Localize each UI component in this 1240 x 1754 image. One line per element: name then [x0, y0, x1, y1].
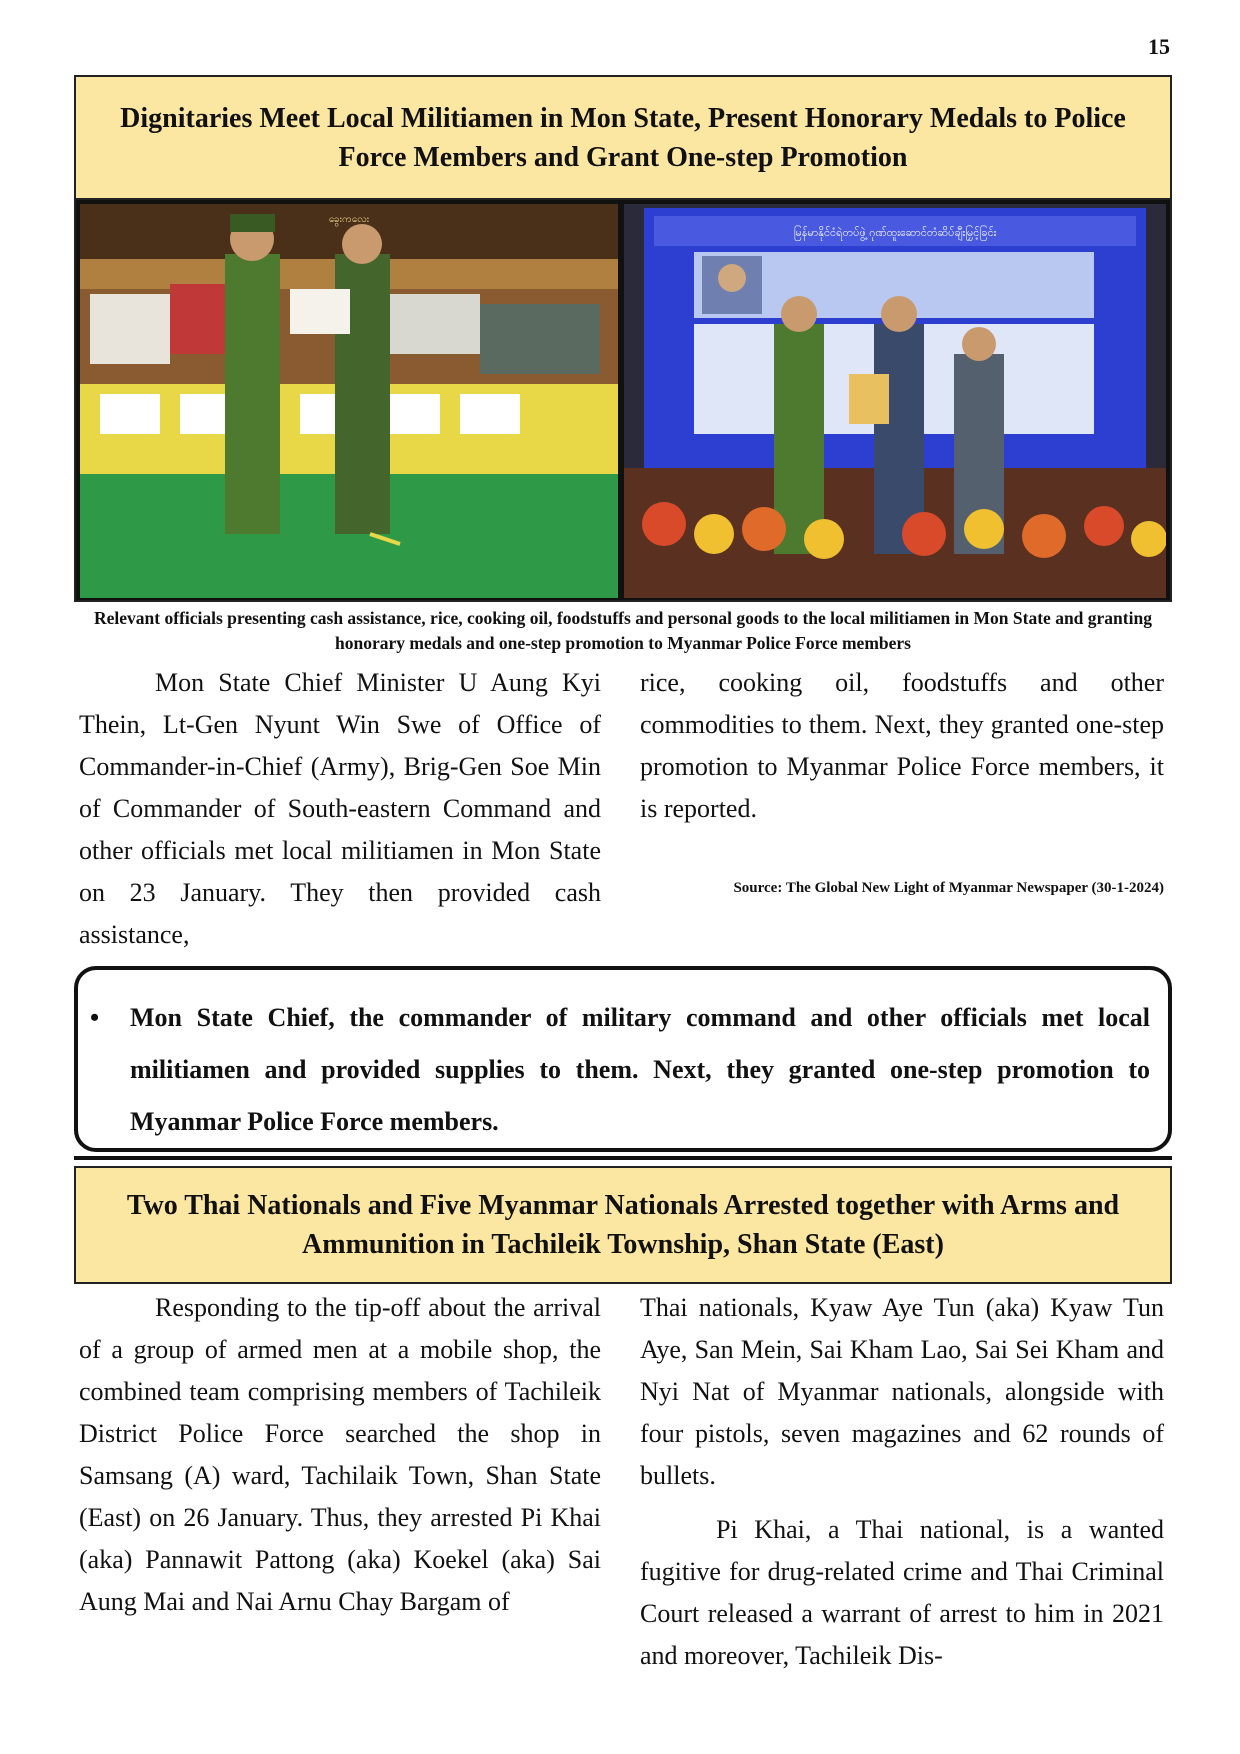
photo-caption: Relevant officials presenting cash assistance, rice, cooking oil, foodstuffs and personal goods to the local militiamen in Mon State and granting honorary medals and one-step promotion to Myanmar Police Force members — [94, 608, 1152, 653]
photo-police-promotion — [624, 204, 1166, 598]
summary-bullet: • Mon State Chief, the commander of military command and other officials met local militiamen and provided supplies to them. Next, they granted one-step promotion to Myanmar Police Force members. — [130, 992, 1150, 1148]
article2-column1 — [79, 1287, 601, 1623]
svg-text:မြန်မာနိုင်ငံရဲတပ်ဖွဲ့ ဂုဏ်ထူး: မြန်မာနိုင်ငံရဲတပ်ဖွဲ့ ဂုဏ်ထူးဆောင်တံဆိပ်ချီးမြှင့်ခြင်း — [793, 226, 997, 239]
photo-police-promotion-image — [624, 204, 1166, 598]
article2-column2 — [640, 1287, 1164, 1677]
photo-cash-assistance-image — [80, 204, 618, 598]
page-number: 15 — [1148, 34, 1170, 59]
article1-column1 — [79, 662, 601, 956]
article2-paragraph-continued: Thai nationals, Kyaw Aye Tun (aka) Kyaw Tun Aye, San Mein, Sai Kham Lao, Sai Sei Kham and Nyi Nat of Myanmar nationals, alongside with four pistols, seven magazines and 62 rounds of bullets. — [640, 1293, 1164, 1490]
article-headline-2: Two Thai Nationals and Five Myanmar Nationals Arrested together with Arms and Ammunition in Tachileik Township, Shan State (East) — [74, 1166, 1172, 1284]
article-headline: Dignitaries Meet Local Militiamen in Mon State, Present Honorary Medals to Police Force Members and Grant One-step Promotion — [74, 75, 1172, 198]
source-credit: Source: The Global New Light of Myanmar Newspaper (30-1-2024) — [733, 880, 1164, 896]
photo-cash-assistance — [80, 204, 618, 598]
summary-list — [130, 992, 1150, 1148]
summary-box — [74, 966, 1172, 1152]
article1-paragraph: Mon State Chief Minister U Aung Kyi Thein, Lt-Gen Nyunt Win Swe of Office of Commander-in-Chief (Army), Brig-Gen Soe Min of Commander of South-eastern Command and other officials met local militiamen in Mon State on 23 January. They then provided cash assistance, — [79, 668, 601, 949]
article1-paragraph-continued: rice, cooking oil, foodstuffs and other commodities to them. Next, they granted one-step promotion to Myanmar Police Force members, it is reported. — [640, 668, 1164, 823]
article2-paragraph-2: Pi Khai, a Thai national, is a wanted fugitive for drug-related crime and Thai Criminal Court released a warrant of arrest to him in 2021 and moreover, Tachileik Dis- — [640, 1515, 1164, 1670]
section-divider — [74, 1156, 1172, 1160]
photo-strip — [74, 198, 1172, 602]
svg-text:ခွေးကလေး: ခွေးကလေး — [328, 214, 370, 225]
article1-column2 — [640, 662, 1164, 830]
article2-paragraph: Responding to the tip-off about the arrival of a group of armed men at a mobile shop, the combined team comprising members of Tachileik District Police Force searched the shop in Samsang (A) ward, Tachilaik Town, Shan State (East) on 26 January. Thus, they arrested Pi Khai (aka) Pannawit Pattong (aka) Koekel (aka) Sai Aung Mai and Nai Arnu Chay Bargam of — [79, 1293, 601, 1616]
